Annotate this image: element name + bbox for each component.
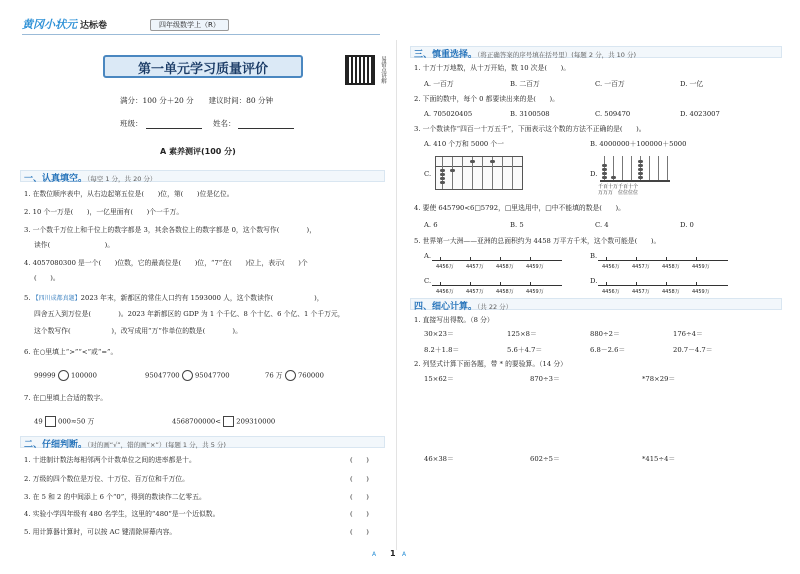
footer-mark-left: A bbox=[372, 551, 377, 558]
calc-item: 30×23＝ bbox=[424, 330, 454, 338]
tick-label: 4457万 bbox=[466, 289, 484, 295]
judge-item: 2. 万级的四个数位是万位、十万位、百万位和千万位。 bbox=[24, 475, 189, 483]
tick-label: 4459万 bbox=[692, 289, 710, 295]
s4-q2: 2. 列竖式计算下面各题，带 * 的要验算。（14 分） bbox=[414, 360, 567, 368]
option[interactable]: D. 一亿 bbox=[680, 80, 704, 88]
tick-label: 4457万 bbox=[632, 289, 650, 295]
qr-label: 易错点讲解 bbox=[380, 56, 386, 84]
number-line-d bbox=[598, 285, 728, 286]
tick-label: 4456万 bbox=[602, 289, 620, 295]
subject-tag: 四年级数学上（R） bbox=[150, 19, 229, 31]
number-line-c bbox=[432, 285, 562, 286]
section-a-title: A 素养测评(100 分) bbox=[160, 147, 236, 156]
name-label: 姓名： bbox=[213, 119, 236, 128]
option[interactable]: D. 0 bbox=[680, 221, 694, 229]
calc-item: 6.8－2.6＝ bbox=[590, 346, 626, 354]
option[interactable]: D. bbox=[590, 277, 598, 285]
option[interactable]: B. 二百万 bbox=[510, 80, 540, 88]
vertical-calc: *78×29＝ bbox=[642, 375, 676, 383]
s1-q2: 2. 10 个一万是( )，一亿里面有( )个一千万。 bbox=[24, 208, 184, 216]
option[interactable]: C. 一百万 bbox=[595, 80, 625, 88]
s1-q3-line1: 3. 一个数千万位上和千位上的数字都是 3，其余各数位上的数字都是 0，这个数写作( )， bbox=[24, 226, 316, 234]
calc-item: 5.6＋4.7＝ bbox=[507, 346, 543, 354]
tick-label: 4458万 bbox=[662, 264, 680, 270]
vertical-calc: *415÷4＝ bbox=[642, 455, 676, 463]
option[interactable]: A. 一百万 bbox=[424, 80, 454, 88]
option[interactable]: C. 509470 bbox=[595, 110, 631, 118]
tick-label: 4459万 bbox=[526, 289, 544, 295]
vertical-calc: 15×62＝ bbox=[424, 375, 454, 383]
s3-q3: 3. 一个数读作“四百一十万五千”，下面表示这个数的方法不正确的是( )。 bbox=[414, 125, 646, 133]
counting-frame-d bbox=[600, 156, 670, 182]
qr-code bbox=[345, 55, 375, 85]
exam-source-tag: 【四川成都真题】 bbox=[32, 295, 81, 302]
compare-c: 76 万 760000 bbox=[265, 371, 324, 380]
compare-circle[interactable] bbox=[58, 370, 69, 381]
option[interactable]: B. 3100508 bbox=[510, 110, 550, 118]
compare-circle[interactable] bbox=[182, 370, 193, 381]
tick-label: 4456万 bbox=[436, 289, 454, 295]
calc-item: 8.2＋1.8＝ bbox=[424, 346, 460, 354]
vertical-calc: 870÷3＝ bbox=[530, 375, 560, 383]
tick-label: 4459万 bbox=[526, 264, 544, 270]
option[interactable]: D. 4023007 bbox=[680, 110, 720, 118]
number-line-a bbox=[432, 260, 562, 261]
s3-q4: 4. 要使 645790<6□5792，□里选用中，□中不能填的数是( )。 bbox=[414, 204, 625, 212]
answer-paren[interactable]: ( ) bbox=[350, 493, 369, 501]
calc-item: 880÷2＝ bbox=[590, 330, 620, 338]
option[interactable]: A. 6 bbox=[424, 221, 438, 229]
tick-label: 4458万 bbox=[496, 289, 514, 295]
page-number: 1 bbox=[390, 549, 396, 558]
tick-label: 4457万 bbox=[632, 264, 650, 270]
s3-q1: 1. 十万十万地数，从十万开始，数 10 次是( )。 bbox=[414, 64, 571, 72]
s1-q4-line2: ( )。 bbox=[34, 274, 60, 282]
score-line: 满分：100 分＋20 分 建议时间：80 分钟 bbox=[120, 96, 274, 105]
s3-q5: 5. 世界第一大洲——亚洲的总面积约为 4458 万平方千米，这个数可能是( )。 bbox=[414, 237, 661, 245]
judge-item: 5. 用计算器计算时，可以按 AC 键清除屏幕内容。 bbox=[24, 528, 177, 536]
s1-q5-line1: 5. 【四川成都真题】2023 年末，新都区的常住人口约有 1593000 人，这个数读作( )， bbox=[24, 294, 324, 302]
compare-a: 99999 100000 bbox=[34, 371, 97, 380]
option[interactable]: A. 705020405 bbox=[424, 110, 473, 118]
footer-mark-right: A bbox=[402, 551, 407, 558]
number-line-b bbox=[598, 260, 728, 261]
section-3-heading: 三、慎重选择。（将正确答案的序号填在括号里）(每题 2 分，共 10 分) bbox=[414, 50, 637, 60]
s1-q5-line3: 这个数写作( )，改写成用“万”作单位的数是( )。 bbox=[34, 327, 242, 335]
tick-label: 4456万 bbox=[436, 264, 454, 270]
place-value-labels: 千百十万千百十个 万万万 位位位位 bbox=[598, 184, 639, 196]
calc-item: 176÷4＝ bbox=[673, 330, 703, 338]
tick-label: 4457万 bbox=[466, 264, 484, 270]
s1-q4-line1: 4. 4057080300 是一个( )位数，它的最高位是( )位，“7”在( )位上，表示( )个 bbox=[24, 259, 308, 267]
brand-logo: 黄冈小状元 bbox=[22, 18, 77, 31]
option[interactable]: C. bbox=[424, 170, 432, 178]
s1-q6: 6. 在○里填上“>”“<”或“=”。 bbox=[24, 348, 118, 356]
section-1-heading: 一、认真填空。（每空 1 分，共 20 分） bbox=[24, 174, 157, 184]
tick-label: 4458万 bbox=[662, 289, 680, 295]
digit-box[interactable] bbox=[45, 416, 56, 427]
option[interactable]: A. bbox=[424, 252, 432, 260]
option[interactable]: C. 4 bbox=[595, 221, 609, 229]
name-field[interactable] bbox=[238, 128, 294, 129]
answer-paren[interactable]: ( ) bbox=[350, 456, 369, 464]
s1-q7: 7. 在□里填上合适的数字。 bbox=[24, 394, 108, 402]
tick-label: 4459万 bbox=[692, 264, 710, 270]
option[interactable]: D. bbox=[590, 170, 598, 178]
option[interactable]: C. bbox=[424, 277, 432, 285]
header-rule bbox=[22, 34, 380, 35]
class-label: 班级： bbox=[120, 119, 143, 128]
s4-q1: 1. 直接写出得数。（8 分） bbox=[414, 316, 494, 324]
option[interactable]: B. bbox=[590, 252, 598, 260]
abacus-c bbox=[435, 156, 523, 190]
tick-label: 4456万 bbox=[602, 264, 620, 270]
s3-q2: 2. 下面的数中，每个 0 都要读出来的是( )。 bbox=[414, 95, 559, 103]
option[interactable]: A. 410 个万和 5000 个一 bbox=[424, 140, 504, 148]
digit-fill-b: 4568700000< 209310000 bbox=[172, 417, 276, 426]
s1-q5-line2: 四舍五入到万位是( )。2023 年新都区的 GDP 为 1 个千亿、8 个十亿、6 个亿、1 个千万元， bbox=[34, 310, 345, 318]
class-field[interactable] bbox=[146, 128, 202, 129]
vertical-calc: 602÷5＝ bbox=[530, 455, 560, 463]
compare-b: 95047700 95047700 bbox=[145, 371, 230, 380]
section-4-heading: 四、细心计算。（共 22 分） bbox=[414, 302, 513, 312]
digit-fill-a: 49 000≈50 万 bbox=[34, 417, 95, 426]
digit-box[interactable] bbox=[223, 416, 234, 427]
s1-q3-line2: 读作( )。 bbox=[34, 241, 115, 249]
judge-item: 1. 十进制计数法每相邻两个计数单位之间的进率都是十。 bbox=[24, 456, 196, 464]
calc-item: 125×8＝ bbox=[507, 330, 537, 338]
compare-circle[interactable] bbox=[285, 370, 296, 381]
option[interactable]: B. 4000000＋100000＋5000 bbox=[590, 140, 687, 148]
vertical-calc: 46×38＝ bbox=[424, 455, 454, 463]
judge-item: 3. 在 5 和 2 的中间添上 6 个“0”，得到的数读作二亿零五。 bbox=[24, 493, 206, 501]
tick-label: 4458万 bbox=[496, 264, 514, 270]
calc-item: 20.7－4.7＝ bbox=[673, 346, 713, 354]
badge: 达标卷 bbox=[80, 21, 108, 31]
section-2-heading: 二、仔细判断。（对的画“√”，错的画“×”）(每题 1 分，共 5 分) bbox=[24, 440, 226, 450]
answer-paren[interactable]: ( ) bbox=[350, 475, 369, 483]
answer-paren[interactable]: ( ) bbox=[350, 510, 369, 518]
option[interactable]: B. 5 bbox=[510, 221, 524, 229]
answer-paren[interactable]: ( ) bbox=[350, 528, 369, 536]
judge-item: 4. 实验小学四年级有 480 名学生，这里的“480”是一个近似数。 bbox=[24, 510, 220, 518]
column-divider bbox=[396, 40, 397, 550]
page-title: 第一单元学习质量评价 bbox=[137, 62, 268, 77]
s1-q1: 1. 在数位顺序表中，从右边起第五位是( )位，第( )位是亿位。 bbox=[24, 190, 234, 198]
